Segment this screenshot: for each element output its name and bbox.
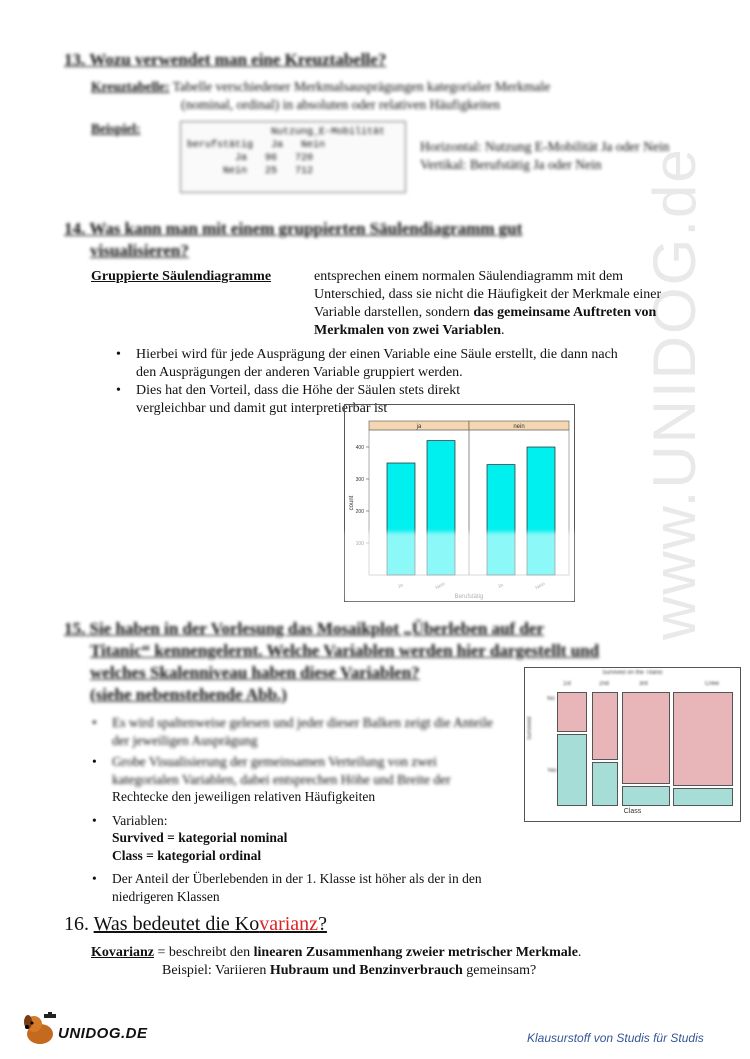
q15-bullet-2-clear: Rechtecke den jeweiligen relativen Häufigkeiten xyxy=(112,789,376,804)
q13-definition xyxy=(91,78,651,113)
q16-def-bold: linearen Zusammenhang zweier metrischer Merkmale xyxy=(253,945,578,960)
q13-example-label: Beispiel: xyxy=(91,121,141,136)
q15-bullet-1: • Es wird spaltenweise gelesen und jeder dieser Balken zeigt die Anteile der jeweiligen Ausprägung xyxy=(92,714,502,749)
q15-bullet-3 xyxy=(92,812,502,865)
mosaic-tile-crew-yes xyxy=(673,788,733,806)
q16-heading-post: ? xyxy=(318,913,327,935)
mosaic-plot xyxy=(524,667,741,822)
mosaic-ylabel: Survived xyxy=(527,716,533,740)
q16-heading-pre: Was bedeutet die Ko xyxy=(93,913,260,935)
footer-tagline: Klausurstoff von Studis für Studis xyxy=(527,1031,704,1045)
q15-bullet-4: • Der Anteil der Überlebenden in der 1. Klasse ist höher als der in den niedrigeren Klassen xyxy=(92,870,512,905)
y-tick-label: 200 xyxy=(355,509,364,515)
q13-def-line2: (nominal, ordinal) in absoluten oder relativen Häufigkeiten xyxy=(181,96,501,112)
q16-example-bold: Hubraum und Benzinverbrauch xyxy=(269,963,463,978)
q16-example xyxy=(162,962,702,980)
q15-heading-line4: (siehe nebenstehende Abb.) xyxy=(90,685,287,704)
chart-blur-overlay xyxy=(345,532,574,601)
q14-desc-end: . xyxy=(501,323,505,338)
q14-desc-plain: entsprechen einem normalen Säulendiagramm mit dem Unterschied, dass sie nicht die Häufigkeit der Merkmale einer Variable darstellen, sondern xyxy=(314,269,662,320)
q14-heading-line1: 14. Was kann man mit einem gruppierten Säulendiagramm gut xyxy=(64,219,523,238)
q16-example-end: gemeinsam? xyxy=(462,963,537,978)
crosstable-line: Nein 25 712 xyxy=(187,166,314,177)
mosaic-tile-2nd-no xyxy=(592,692,618,760)
q15-variable-class: Class = kategorial ordinal xyxy=(112,847,262,863)
crosstable-line: Nutzung_E-Mobilität xyxy=(187,127,386,138)
y-tick-label: 300 xyxy=(355,477,364,483)
q14-bullet: • Dies hat den Vorteil, dass die Höhe der Säulen stets direkt vergleichbar und damit gut interpretierbar ist xyxy=(116,382,506,418)
q15-bullets xyxy=(92,714,502,905)
q15-heading-line3: welches Skalenniveau haben diese Variablen? xyxy=(90,663,420,682)
q13-section xyxy=(64,50,704,70)
watermark: www.UNIDOG.de xyxy=(641,147,708,640)
mosaic-tile-3rd-no xyxy=(622,692,670,784)
q13-def-line1: Tabelle verschiedener Merkmalsausprägungen kategorialer Merkmale xyxy=(172,79,551,94)
mosaic-tile-3rd-yes xyxy=(622,786,670,806)
q16-heading-red: varianz xyxy=(259,913,319,935)
q13-horizontal: Horizontal: Nutzung E-Mobilität Ja oder Nein xyxy=(420,139,670,154)
q15-variables-label: • Variablen: xyxy=(112,812,168,828)
q13-axes xyxy=(420,138,720,173)
q13-vertical: Vertikal: Berufstätig Ja oder Nein xyxy=(420,156,602,172)
q14-description xyxy=(314,268,694,340)
q16-heading xyxy=(64,912,327,936)
mosaic-ylevel-yes: Yes xyxy=(547,768,557,774)
q16-term: Kovarianz xyxy=(91,945,154,960)
mosaic-title: Survived on the Titanic xyxy=(602,670,663,676)
q15-variable-survived: Survived = kategorial nominal xyxy=(112,830,288,845)
mosaic-class-label: Crew xyxy=(705,681,720,687)
logo-text: UNIDOG.DE xyxy=(58,1025,148,1042)
y-axis-label: count xyxy=(349,495,355,511)
grouped-bar-chart xyxy=(344,404,575,602)
q14-heading-line2: visualisieren? xyxy=(90,241,189,260)
q13-heading: 13. Wozu verwendet man eine Kreuztabelle? xyxy=(64,50,387,69)
mosaic-ylevel-no: No xyxy=(547,696,555,702)
mosaic-class-label: 2nd xyxy=(599,681,610,687)
crosstable-line: berufstätig Ja Nein xyxy=(187,140,326,151)
mosaic-tile-1st-yes xyxy=(557,734,587,806)
q14-heading xyxy=(64,218,664,262)
mosaic-class-label: 3rd xyxy=(639,681,648,687)
q16-def-end: . xyxy=(577,945,582,960)
q15-bullet-2 xyxy=(92,753,502,806)
panel-label: nein xyxy=(513,424,525,430)
mosaic-tile-1st-no xyxy=(557,692,587,732)
panel-label: ja xyxy=(416,424,422,430)
crosstable-line: Ja 96 720 xyxy=(187,153,314,164)
q13-crosstable xyxy=(180,121,406,193)
q14-bullet: • Hierbei wird für jede Ausprägung der einen Variable eine Säule erstellt, die dann nach den Ausprägungen der anderen Variable gruppiert werden. xyxy=(116,346,636,382)
dog-icon xyxy=(20,1012,60,1046)
q13-term: Kreuztabelle: xyxy=(91,79,170,94)
unidog-logo[interactable] xyxy=(20,1012,155,1046)
q16-example-plain: Beispiel: Variieren xyxy=(162,963,270,978)
y-tick-label: 400 xyxy=(355,445,364,451)
q15-bullet-2-blurred: • Grobe Visualisierung der gemeinsamen Verteilung von zwei kategorialen Variablen, dabei entsprechen Höhe und Breite der xyxy=(112,754,451,787)
q14-term: Gruppierte Säulendiagramme xyxy=(91,269,272,284)
q16-definition xyxy=(91,944,711,962)
q15-heading-line2: Titanic“ kennengelernt. Welche Variablen werden hier dargestellt und xyxy=(90,641,600,660)
q16-heading-text xyxy=(94,913,327,935)
q16-def-plain: = beschreibt den xyxy=(154,945,254,960)
mosaic-class-label: 1st xyxy=(563,681,572,687)
mosaic-tile-crew-no xyxy=(673,692,733,786)
q16-heading-number: 16. xyxy=(64,913,89,935)
mosaic-tile-2nd-yes xyxy=(592,762,618,806)
mosaic-xlabel: Class xyxy=(623,808,642,815)
q15-heading-line1: 15. Sie haben in der Vorlesung das Mosaikplot „Überleben auf der xyxy=(64,619,545,638)
q14-desc-bold: das gemeinsame Auftreten von Merkmalen von zwei Variablen xyxy=(314,305,657,338)
